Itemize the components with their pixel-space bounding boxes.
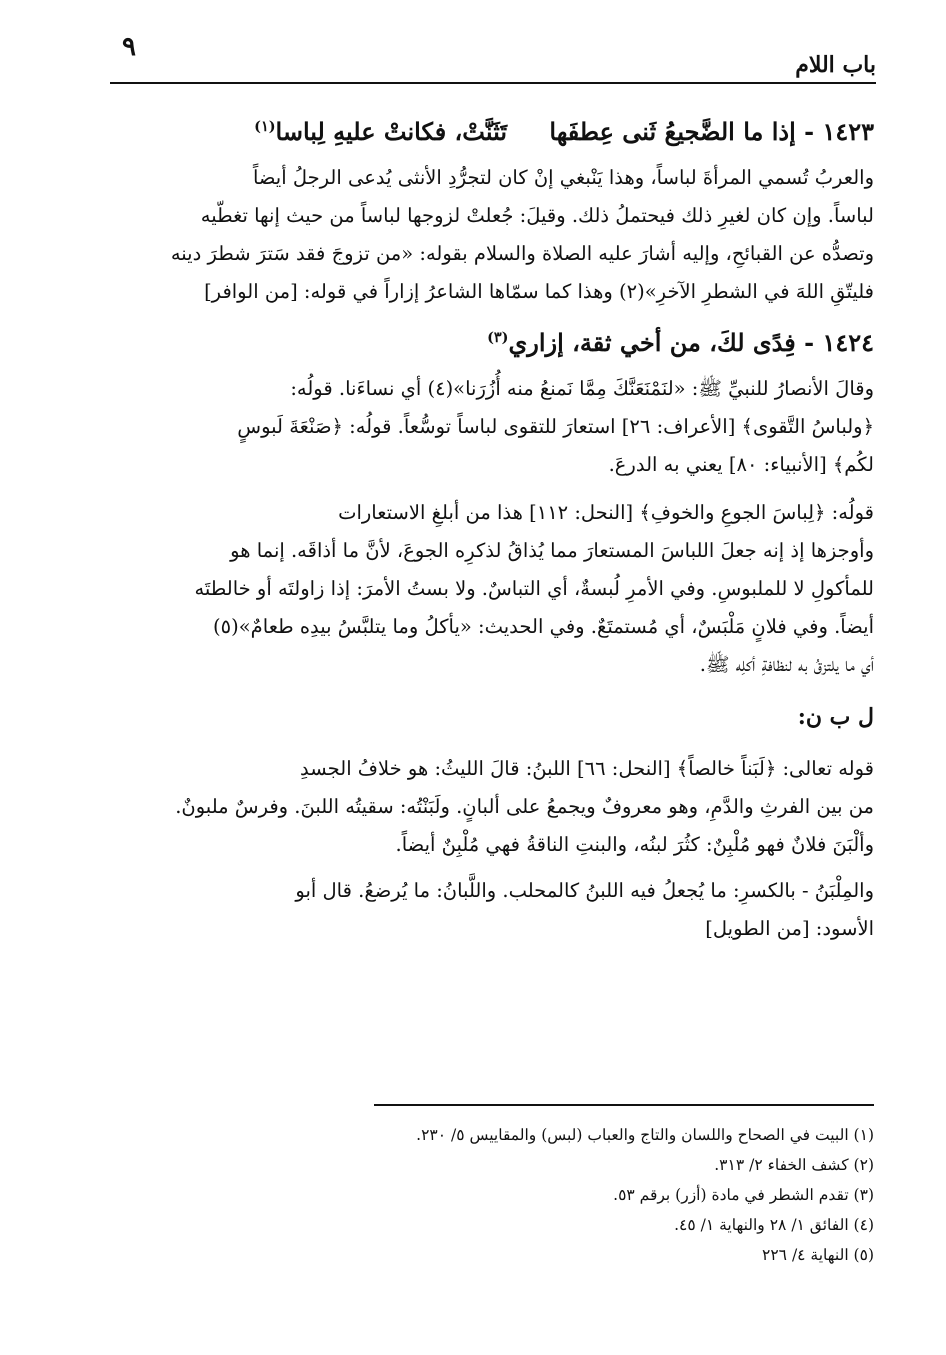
verse-1423 xyxy=(114,100,874,159)
paragraph-1 xyxy=(114,159,874,311)
paragraph-4 xyxy=(114,750,874,864)
text-line: فليتّقِ اللهَ في الشطرِ الآخرِ»(٢) وهذا كما سمّاها الشاعرُ إزاراً في قوله: [من الوافر] xyxy=(204,280,874,303)
text-line: والمِلْبَنُ - بالكسرِ: ما يُجعلُ فيه اللبنُ كالمحلب. واللَّبانُ: ما يُرضعُ. قال أبو xyxy=(295,879,874,902)
footnote: (٢) كشف الخفاء ٢/ ٣١٣. xyxy=(714,1156,874,1174)
text-line: وقالَ الأنصارُ للنبيِّ ﷺ: «لنَمْنَعَنَّكَ مِمَّا نَمنعُ منه أُزُرَنا»(٤) أي نساءَنا. قولُه: xyxy=(290,377,874,400)
verse-hemistich-2: تَثَنَّتْ، فكانتْ عليهِ لِباسا xyxy=(275,117,508,146)
footnote: (٣) تقدم الشطر في مادة (أزر) برقم ٥٣. xyxy=(613,1186,874,1204)
text-line: أي ما يلتزقُ به لنظافةِ أكلِه ﷺ. xyxy=(699,653,874,676)
verse-number: ١٤٢٣ xyxy=(822,117,874,146)
footnote: (٤) الفائق ١/ ٢٨ والنهاية ١/ ٤٥. xyxy=(674,1216,874,1234)
footnotes xyxy=(114,1120,874,1270)
verse-number: ١٤٢٤ xyxy=(822,328,874,357)
footnote-ref: (٣) xyxy=(487,329,509,346)
header-rule xyxy=(110,82,876,84)
page-header xyxy=(110,30,876,84)
text-line: أيضاً. وفي فلانٍ مَلْبَسٌ، أي مُستمتَعٌ. وفي الحديث: «يأكلُ وما يتلبَّسُ بيدِه طعامٌ»(٥) xyxy=(213,615,874,638)
verse-text: - فِدًى لكَ، من أخي ثقة، إزاري xyxy=(508,328,815,357)
verse-hemistich-1: - إذا ما الضَّجيعُ ثَنى عِطفَها xyxy=(549,117,815,146)
paragraph-3 xyxy=(114,494,874,684)
text-line: ﴿ولباسُ التَّقوى﴾ [الأعراف: ٢٦] استعارَ للتقوى لباساً توسُّعاً. قولُه: ﴿صَنْعَةَ لَبوسٍ xyxy=(237,415,874,438)
text-line: والعربُ تُسمي المرأةَ لباساً، وهذا يَنْبغي إنْ كان لتجرُّدِ الأنثى يُدعى الرجلُ أيضاً xyxy=(252,166,874,189)
verse-1424 xyxy=(114,311,874,370)
text-line: وتصدُّه عن القبائحِ، وإليه أشارَ عليه الصلاة والسلام بقوله: «من تزوجَ فقد سَترَ شطرَ دينه xyxy=(170,242,874,265)
text-line: وألْبَنَ فلانٌ فهو مُلْبِنٌ: كثُرَ لبنُه، والبنتِ الناقةُ فهي مُلْبِنٌ أيضاً. xyxy=(395,833,874,856)
footnote-separator xyxy=(374,1104,874,1106)
text-line: للمأكولِ لا للملبوسِ. وفي الأمرِ لُبسةٌ، أي التباسٌ. ولا بستُ الأمرَ: إذا زاولتَه أو خالطتَه xyxy=(194,577,874,600)
text-line: قوله تعالى: ﴿لَبَناً خالصاً﴾ [النحل: ٦٦] اللبنُ: قالَ الليثُ: هو خلافُ الجسدِ xyxy=(300,757,874,780)
text-line: من بين الفرثِ والدَّمِ، وهو معروفٌ ويجمعُ على ألبانٍ. ولَبَنْتُه: سقيتُه اللبنَ. وفرسٌ ملبونٌ. xyxy=(175,795,874,818)
text-line: الأسود: [من الطويل] xyxy=(705,917,874,940)
paragraph-2 xyxy=(114,370,874,484)
root-heading: ل ب ن: xyxy=(797,704,874,730)
text-line: قولُه: ﴿لِباسَ الجوعِ والخوفِ﴾ [النحل: ١١٢] هذا من أبلغِ الاستعارات xyxy=(338,501,874,524)
chapter-title: باب اللام xyxy=(795,52,876,78)
footnote: (٥) النهاية ٤/ ٢٢٦ xyxy=(762,1246,874,1264)
footnote-ref: (١) xyxy=(254,118,276,135)
paragraph-5 xyxy=(114,872,874,948)
text-line: وأوجزها إذ إنه جعلَ اللباسَ المستعارَ مما يُذاقُ لذكرِه الجوعَ، لأنَّ ما أذاقَه. إنما هو xyxy=(230,539,874,562)
footnote: (١) البيت في الصحاح واللسان والتاج والعباب (لبس) والمقاييس ٥/ ٢٣٠. xyxy=(416,1126,874,1144)
page-body xyxy=(114,100,874,948)
text-line: لكُم﴾ [الأنبياء: ٨٠] يعني به الدرعَ. xyxy=(608,453,874,476)
page-number: ٩ xyxy=(122,32,136,62)
text-line: لباساً. وإن كان لغيرِ ذلك فيحتملُ ذلك. وقيلَ: جُعلتْ لزوجها لباساً من حيث إنها تغطّيه xyxy=(200,204,874,227)
